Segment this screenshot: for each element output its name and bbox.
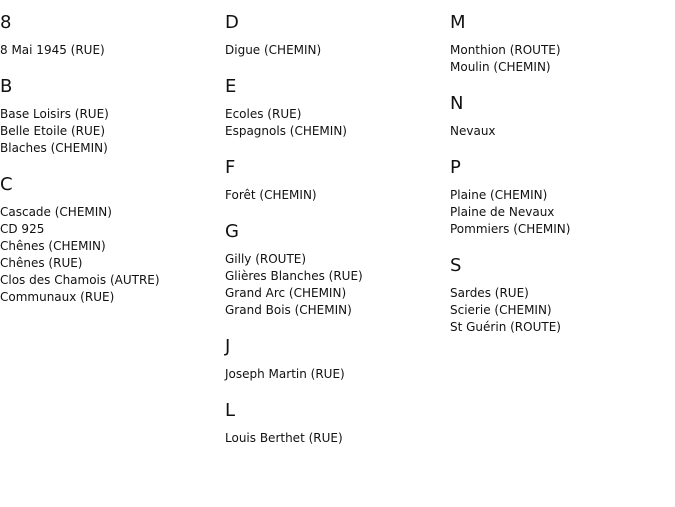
letter-group (0, 174, 220, 306)
letter-heading: D (225, 12, 239, 33)
street-link[interactable]: 8 Mai 1945 (RUE) (0, 43, 105, 57)
letter-heading: M (450, 12, 466, 33)
street-list (0, 204, 220, 306)
street-list (225, 366, 445, 383)
letter-heading: J (225, 336, 231, 357)
letter-heading: S (450, 255, 462, 276)
street-link[interactable]: St Guérin (ROUTE) (450, 320, 561, 334)
street-link[interactable]: Blaches (CHEMIN) (0, 141, 108, 155)
letter-heading: N (450, 93, 464, 114)
street-list (225, 106, 445, 140)
letter-group (225, 76, 445, 140)
street-link[interactable]: Grand Arc (CHEMIN) (225, 286, 347, 300)
letter-heading: G (225, 221, 239, 242)
street-link[interactable]: Sardes (RUE) (450, 286, 529, 300)
street-link[interactable]: Gilly (ROUTE) (225, 252, 307, 266)
letter-group (450, 157, 670, 238)
letter-heading: C (0, 174, 13, 195)
street-link[interactable]: Louis Berthet (RUE) (225, 431, 343, 445)
index-column (450, 12, 670, 353)
letter-group (225, 336, 445, 383)
letter-group (0, 76, 220, 157)
letter-heading: F (225, 157, 236, 178)
street-link[interactable]: Moulin (CHEMIN) (450, 60, 551, 74)
street-list (0, 42, 220, 59)
street-link[interactable]: Pommiers (CHEMIN) (450, 222, 571, 236)
street-link[interactable]: Plaine de Nevaux (450, 205, 555, 219)
street-link[interactable]: Grand Bois (CHEMIN) (225, 303, 352, 317)
street-list (0, 106, 220, 157)
street-link[interactable]: Clos des Chamois (AUTRE) (0, 273, 160, 287)
letter-group (225, 12, 445, 59)
street-link[interactable]: Belle Etoile (RUE) (0, 124, 106, 138)
street-link[interactable]: Espagnols (CHEMIN) (225, 124, 347, 138)
letter-heading: 8 (0, 12, 12, 33)
letter-group (450, 255, 670, 336)
letter-heading: L (225, 400, 236, 421)
street-link[interactable]: Cascade (CHEMIN) (0, 205, 112, 219)
street-link[interactable]: Communaux (RUE) (0, 290, 115, 304)
street-link[interactable]: Nevaux (450, 124, 496, 138)
street-list (225, 251, 445, 319)
letter-group (450, 93, 670, 140)
letter-group (0, 12, 220, 59)
street-link[interactable]: CD 925 (0, 222, 45, 236)
letter-group (450, 12, 670, 76)
street-link[interactable]: Chênes (CHEMIN) (0, 239, 106, 253)
letter-group (225, 400, 445, 447)
street-link[interactable]: Scierie (CHEMIN) (450, 303, 552, 317)
street-link[interactable]: Plaine (CHEMIN) (450, 188, 548, 202)
letter-heading: B (0, 76, 13, 97)
street-link[interactable]: Forêt (CHEMIN) (225, 188, 317, 202)
street-list (450, 123, 670, 140)
street-list (450, 42, 670, 76)
street-link[interactable]: Base Loisirs (RUE) (0, 107, 109, 121)
street-link[interactable]: Chênes (RUE) (0, 256, 83, 270)
street-list (225, 42, 445, 59)
street-link[interactable]: Monthion (ROUTE) (450, 43, 561, 57)
street-list (225, 187, 445, 204)
street-list (225, 430, 445, 447)
street-link[interactable]: Joseph Martin (RUE) (225, 367, 345, 381)
street-link[interactable]: Digue (CHEMIN) (225, 43, 322, 57)
letter-group (225, 221, 445, 319)
index-column (225, 12, 445, 464)
letter-heading: E (225, 76, 237, 97)
street-list (450, 285, 670, 336)
street-link[interactable]: Glières Blanches (RUE) (225, 269, 363, 283)
street-list (450, 187, 670, 238)
index-column (0, 12, 220, 323)
street-link[interactable]: Ecoles (RUE) (225, 107, 302, 121)
letter-heading: P (450, 157, 461, 178)
letter-group (225, 157, 445, 204)
